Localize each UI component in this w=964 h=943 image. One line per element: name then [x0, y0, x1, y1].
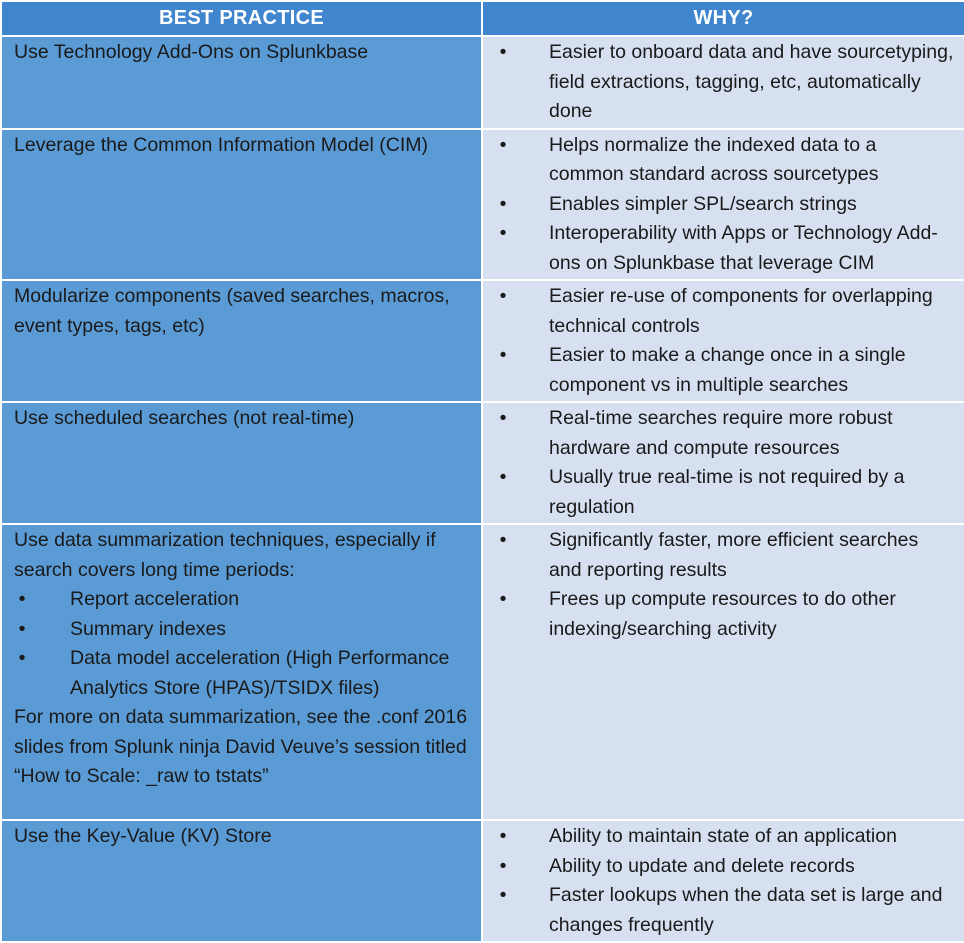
bullet-icon: • [18, 647, 26, 669]
practice-note: For more on data summarization, see the .conf 2016 slides from Splunk ninja David Veuve’s session titled “How to Scale: _raw to tstats” [14, 706, 468, 787]
why-cell [482, 820, 964, 942]
list-item: • Ability to update and delete records [493, 852, 956, 882]
bullet-icon: • [499, 133, 507, 156]
practice-cell [1, 820, 482, 942]
why-cell [482, 280, 964, 402]
practice-text: Use scheduled searches (not real-time) [14, 407, 355, 429]
bullet-icon: • [499, 407, 507, 429]
why-cell [482, 129, 964, 281]
bullet-icon: • [499, 192, 507, 215]
practice-cell [1, 524, 482, 820]
bullet-icon: • [499, 884, 507, 906]
why-list [493, 131, 956, 279]
bullet-icon: • [18, 617, 26, 640]
why-cell [482, 402, 964, 524]
list-item: • Helps normalize the indexed data to a common standard across sourcetypes [493, 131, 956, 190]
bullet-icon: • [499, 466, 507, 488]
list-item: • Easier to onboard data and have sourcetyping, field extractions, tagging, etc, automatically done [493, 38, 956, 127]
table-row [1, 402, 964, 524]
bullet-icon: • [499, 344, 507, 366]
list-item: • Data model acceleration (High Performance Analytics Store (HPAS)/TSIDX files) [14, 644, 473, 703]
bullet-icon: • [499, 285, 507, 307]
list-item: • Interoperability with Apps or Technology Add-ons on Splunkbase that leverage CIM [493, 219, 956, 278]
bullet-icon: • [499, 854, 507, 877]
practice-cell [1, 36, 482, 129]
practice-text: Use data summarization techniques, especially if search covers long time periods: [14, 529, 436, 581]
bullet-icon: • [499, 41, 507, 63]
list-item: • Real-time searches require more robust hardware and compute resources [493, 404, 956, 463]
practice-text: Modularize components (saved searches, macros, event types, tags, etc) [14, 285, 450, 337]
practice-text: Use Technology Add-Ons on Splunkbase [14, 41, 369, 63]
list-item: • Significantly faster, more efficient searches and reporting results [493, 526, 956, 585]
why-list [493, 822, 956, 940]
table-row [1, 36, 964, 129]
list-item: • Faster lookups when the data set is large and changes frequently [493, 881, 956, 940]
list-item: • Usually true real-time is not required by a regulation [493, 463, 956, 522]
header-best-practice: BEST PRACTICE [1, 1, 482, 36]
why-list [493, 282, 956, 400]
practice-cell [1, 129, 482, 281]
list-item: • Frees up compute resources to do other indexing/searching activity [493, 585, 956, 644]
table-row [1, 129, 964, 281]
table-row [1, 280, 964, 402]
practice-cell [1, 402, 482, 524]
practice-cell [1, 280, 482, 402]
bullet-icon: • [499, 825, 507, 847]
bullet-icon: • [18, 588, 26, 610]
practice-text: Leverage the Common Information Model (CIM) [14, 133, 429, 156]
list-item: • Easier re-use of components for overlapping technical controls [493, 282, 956, 341]
bullet-icon: • [499, 588, 507, 610]
bullet-icon: • [499, 529, 507, 551]
why-cell [482, 36, 964, 129]
table-header-row [1, 1, 964, 36]
why-list [493, 404, 956, 522]
bullet-icon: • [499, 222, 507, 244]
table-row [1, 820, 964, 942]
why-list [493, 38, 956, 127]
table-row [1, 524, 964, 820]
practice-bullet-list [14, 585, 473, 703]
list-item: • Summary indexes [14, 615, 473, 645]
list-item: • Ability to maintain state of an application [493, 822, 956, 852]
why-list [493, 526, 956, 644]
why-cell [482, 524, 964, 820]
practice-text: Use the Key-Value (KV) Store [14, 825, 272, 847]
list-item: • Report acceleration [14, 585, 473, 615]
header-why: WHY? [482, 1, 964, 36]
list-item: • Enables simpler SPL/search strings [493, 190, 956, 220]
list-item: • Easier to make a change once in a single component vs in multiple searches [493, 341, 956, 400]
